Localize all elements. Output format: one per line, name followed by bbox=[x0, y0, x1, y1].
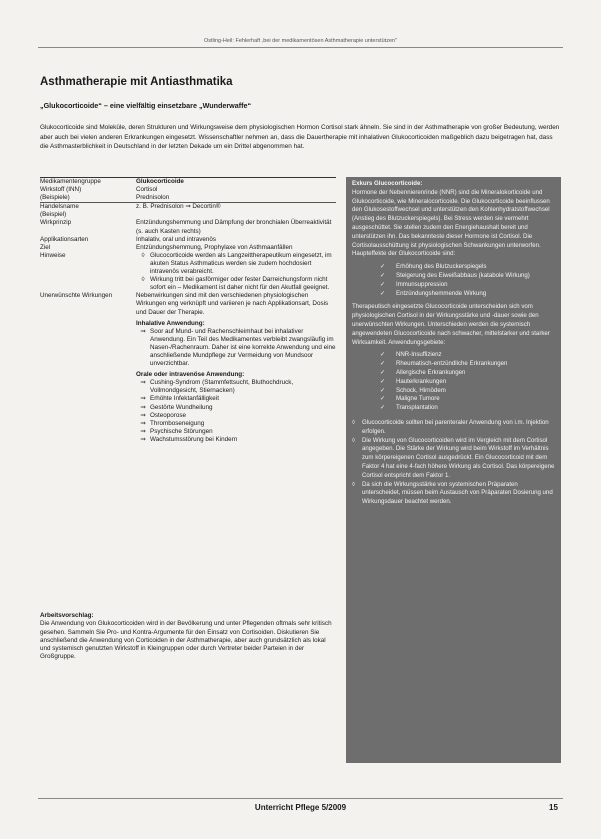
arrow-icon: ⇒ bbox=[140, 403, 146, 411]
intro-paragraph: Glukocorticoide sind Moleküle, deren Strukturen und Wirkungsweise dem physiologischen Hormon Cortisol stark ähneln. Sie sind in der Asthmatherapie von großer Bedeutung, werden aber auch bei vielen anderen Erkrankungen eingesetzt. Wissenschaftler nehmen an, dass die Dauertherapie mit inhalativen Glukocorticoiden maßgeblich dazu beigetragen hat, dass die Asthmasterblichkeit in Deutschland in der letzten Dekade um ein Drittel abgenommen hat. bbox=[40, 124, 560, 151]
list-text: Erhöhte Infektanfälligkeit bbox=[150, 395, 219, 403]
list-text: Wachstumsstörung bei Kindern bbox=[150, 435, 238, 443]
page-number: 15 bbox=[549, 803, 558, 812]
list-item bbox=[380, 290, 555, 299]
note-item bbox=[352, 437, 555, 481]
row-label: Medikamentengruppe bbox=[40, 178, 101, 185]
row-value bbox=[134, 178, 336, 186]
row-value: z. B. Prednisolon ⇒ Decortin® bbox=[136, 203, 221, 211]
list-item bbox=[136, 328, 336, 368]
diamond-icon: ◊ bbox=[352, 418, 356, 426]
check-icon: ✓ bbox=[380, 280, 386, 288]
row-value: Entzündungshemmung, Prophylaxe von Asthmaanfällen bbox=[136, 243, 293, 251]
article-subtitle: „Glukocorticoide“ – eine vielfältig einsetzbare „Wunderwaffe“ bbox=[40, 101, 252, 110]
note-text: Da sich die Wirkungsstärke von systemischen Präparaten unterscheidet, müssen beim Austausch von Präparaten Dosierung und Wirkungsdauer beachtet werden. bbox=[362, 480, 553, 506]
list-item bbox=[136, 379, 336, 395]
check-icon: ✓ bbox=[380, 377, 386, 385]
check-icon: ✓ bbox=[380, 271, 386, 279]
list-item bbox=[136, 276, 336, 292]
list-text: Allergische Erkrankungen bbox=[396, 368, 466, 376]
list-item bbox=[380, 378, 555, 387]
list-text: Hauterkrankungen bbox=[396, 377, 447, 385]
work-text: Die Anwendung von Glukocorticoiden wird in der Bevölkerung und unter Pflegenden oftmals sehr kritisch gesehen. Sammeln Sie Pro- und Kontra-Argumente für den Einsatz von Cortisoiden. Diskutieren Sie anschließend die Anwendung von Corticoiden in der Asthmatherapie, aber auch grundsätzlich als lokal und systemisch genutzten Wirkstoff in Kleingruppen oder durch Vertreter beider Parteien in der Großgruppe. bbox=[40, 620, 332, 661]
list-text: Entzündungshemmende Wirkung bbox=[396, 289, 487, 297]
row-label: Wirkstoff (INN) bbox=[40, 186, 82, 194]
running-header: Ostling-Heil: Fehlerhaft ,bei der medikamentösen Asthmatherapie unterstützen" bbox=[203, 38, 398, 44]
top-rule bbox=[38, 47, 563, 48]
arrow-icon: ⇒ bbox=[140, 411, 146, 419]
list-item bbox=[380, 360, 555, 369]
note-item bbox=[352, 419, 555, 437]
arrow-icon: ⇒ bbox=[140, 427, 146, 435]
list-item bbox=[380, 395, 555, 404]
oral-heading: Orale oder intravenöse Anwendung: bbox=[136, 371, 245, 379]
row-value bbox=[134, 252, 336, 292]
note-item bbox=[352, 481, 555, 507]
list-text: Steigerung des Eiweißabbaus (katabole Wirkung) bbox=[396, 271, 530, 279]
arrow-icon: ⇒ bbox=[140, 395, 146, 403]
table-row bbox=[40, 203, 336, 211]
bullet-icon: ◊ bbox=[141, 251, 145, 259]
row-label: (Beispiel) bbox=[40, 211, 67, 219]
row-value bbox=[134, 292, 336, 444]
list-text: Rheumatisch-entzündliche Erkrankungen bbox=[396, 360, 508, 368]
note-text: Glucocorticoide sollten bei parenteraler Anwendung von i.m. Injektion erfolgen. bbox=[362, 418, 549, 435]
table-row bbox=[40, 236, 336, 244]
row-label: Applikationsarten bbox=[40, 235, 89, 243]
table-row bbox=[40, 252, 336, 292]
row-value: Entzündungshemmung und Dämpfung der bronchialen Überreaktivität (s. auch Kasten rechts) bbox=[136, 219, 332, 235]
list-text: Osteoporose bbox=[150, 411, 187, 419]
inhalative-heading: Inhalative Anwendung: bbox=[136, 319, 205, 327]
work-suggestion bbox=[40, 612, 332, 662]
table-row bbox=[40, 194, 336, 202]
box-heading: Exkurs Glucocorticoide: bbox=[352, 180, 423, 187]
check-icon: ✓ bbox=[380, 386, 386, 394]
list-item bbox=[380, 263, 555, 272]
list-text: Schock, Hirnödem bbox=[396, 386, 446, 394]
side-effects-text: Nebenwirkungen sind mit den verschiedenen physiologischen Wirkungen eng verknüpft und variieren je nach Applikationsart, Dosis und Dauer der Therapie. bbox=[136, 292, 329, 316]
list-text: Transplantation bbox=[396, 404, 438, 412]
list-text: NNR-Insuffizienz bbox=[396, 351, 442, 359]
check-icon: ✓ bbox=[380, 395, 386, 403]
table-row bbox=[40, 292, 336, 444]
arrow-icon: ⇒ bbox=[140, 327, 146, 335]
row-label: Wirkprinzip bbox=[40, 219, 72, 227]
box-paragraph: Hormone der Nebennierenrinde (NNR) sind die Mineralokorticoide und Glukocorticoide, wie Mineralocorticoide. Die Glukocorticoide beeinflussen den Glukosestoffwechsel und unterstützen den Kohlenhydratstoffwechsel (Anstieg des Blutzuckerspiegels). Bei Stress werden sie vermehrt ausgeschüttet. Sie stellen zudem den Energiehaushalt bereit und unterstützen ihn. Das bekannteste dieser Hormone ist Cortisol. Die Cortisolausschüttung ist physiologischen Schwankungen unterworfen. Haupteffekte der Glukocorticoide sind: bbox=[352, 188, 550, 258]
hint-text: Glucocorticoide werden als Langzeittherapeutikum eingesetzt, im akuten Status Asthmaticus werden sie zudem hochdosiert intravenös verabreicht. bbox=[150, 251, 332, 276]
list-item bbox=[380, 387, 555, 396]
excursus-box bbox=[346, 177, 561, 763]
check-icon: ✓ bbox=[380, 360, 386, 368]
list-text: Immunsuppression bbox=[396, 280, 448, 288]
check-icon: ✓ bbox=[380, 368, 386, 376]
drug-info-table bbox=[40, 177, 336, 613]
arrow-icon: ⇒ bbox=[140, 379, 146, 387]
row-value: Cortisol bbox=[136, 186, 158, 194]
journal-footer: Unterricht Pflege 5/2009 bbox=[254, 803, 347, 812]
row-label: Hinweise bbox=[40, 251, 66, 259]
row-label: Unerwünschte Wirkungen bbox=[40, 292, 113, 300]
bullet-icon: ◊ bbox=[141, 276, 145, 284]
list-text: Gestörte Wundheilung bbox=[150, 403, 213, 411]
list-item bbox=[136, 404, 336, 412]
list-text: Erhöhung des Blutzuckerspiegels bbox=[396, 263, 487, 271]
table-row bbox=[40, 186, 336, 194]
list-item bbox=[136, 436, 336, 444]
list-item bbox=[380, 281, 555, 290]
check-icon: ✓ bbox=[380, 289, 386, 297]
arrow-icon: ⇒ bbox=[140, 419, 146, 427]
list-item bbox=[136, 428, 336, 436]
row-label: (Beispiele) bbox=[40, 194, 70, 202]
check-icon: ✓ bbox=[380, 404, 386, 412]
row-label: Handelsname bbox=[40, 203, 79, 211]
row-value: Prednisolon bbox=[136, 194, 170, 202]
row-value: Inhalativ, oral und intravenös bbox=[136, 235, 217, 243]
list-item bbox=[136, 420, 336, 428]
row-label: Ziel bbox=[40, 243, 51, 251]
list-item bbox=[380, 404, 555, 413]
list-item bbox=[380, 369, 555, 378]
work-heading: Arbeitsvorschlag: bbox=[40, 612, 94, 619]
list-text: Psychische Störungen bbox=[150, 427, 213, 435]
drug-group: Glukocorticoide bbox=[136, 178, 184, 185]
hint-text: Wirkung tritt bei gasförmiger oder fester Darreichungsform nicht sofort ein – Medikament ist daher nicht für den Akutfall geeignet. bbox=[150, 276, 330, 292]
note-text: Die Wirkung von Glucocorticoiden wird im Vergleich mit dem Cortisol angegeben. Die Stärke der Wirkung wird beim Wirkstoff im Verhältnis zum körpereigenen Cortisol ausgedrückt. Ein Glucocorticoid mit dem Faktor 4 hat eine 4-fach höhere Wirkung als Cortisol. Das körpereigene Cortisol entspricht dem Faktor 1. bbox=[362, 436, 555, 479]
table-row bbox=[40, 219, 336, 235]
table-row bbox=[40, 178, 336, 186]
check-icon: ✓ bbox=[380, 263, 386, 271]
list-text: Thromboseneigung bbox=[150, 419, 205, 427]
arrow-icon: ⇒ bbox=[140, 435, 146, 443]
article-title: Asthmatherapie mit Antiasthmatika bbox=[40, 76, 233, 88]
table-row bbox=[40, 244, 336, 252]
box-paragraph: Therapeutisch eingesetzte Glucocorticoide unterscheiden sich vom physiologischen Cortisol in der Wirkungsstärke und -dauer sowie den unerwünschten Wirkungen. Unterschieden werden die systemisch angewendeten Glucocorticoide nach schwacher, mittelstarker und starker Wirksamkeit. Anwendungsgebiete: bbox=[352, 303, 550, 346]
list-item bbox=[136, 252, 336, 276]
bottom-rule bbox=[38, 798, 563, 799]
list-item bbox=[136, 412, 336, 420]
list-text: Cushing-Syndrom (Stammfettsucht, Bluthochdruck, Vollmondgesicht, Stiernacken) bbox=[150, 379, 294, 395]
list-item bbox=[380, 272, 555, 281]
list-item bbox=[380, 351, 555, 360]
list-text: Soor auf Mund- und Rachenschleimhaut bei inhalativer Anwendung. Ein Teil des Medikamentes verbleibt zwangsläufig im Nasen-/Rachenraum. Daher ist eine korrekte Anwendung und eine anschließende Mundpflege zur Vermeidung von Mundsoor unverzichtbar. bbox=[150, 327, 336, 368]
diamond-icon: ◊ bbox=[352, 480, 356, 488]
diamond-icon: ◊ bbox=[352, 436, 356, 444]
list-item bbox=[136, 395, 336, 403]
list-text: Maligne Tumore bbox=[396, 395, 440, 403]
check-icon: ✓ bbox=[380, 351, 386, 359]
